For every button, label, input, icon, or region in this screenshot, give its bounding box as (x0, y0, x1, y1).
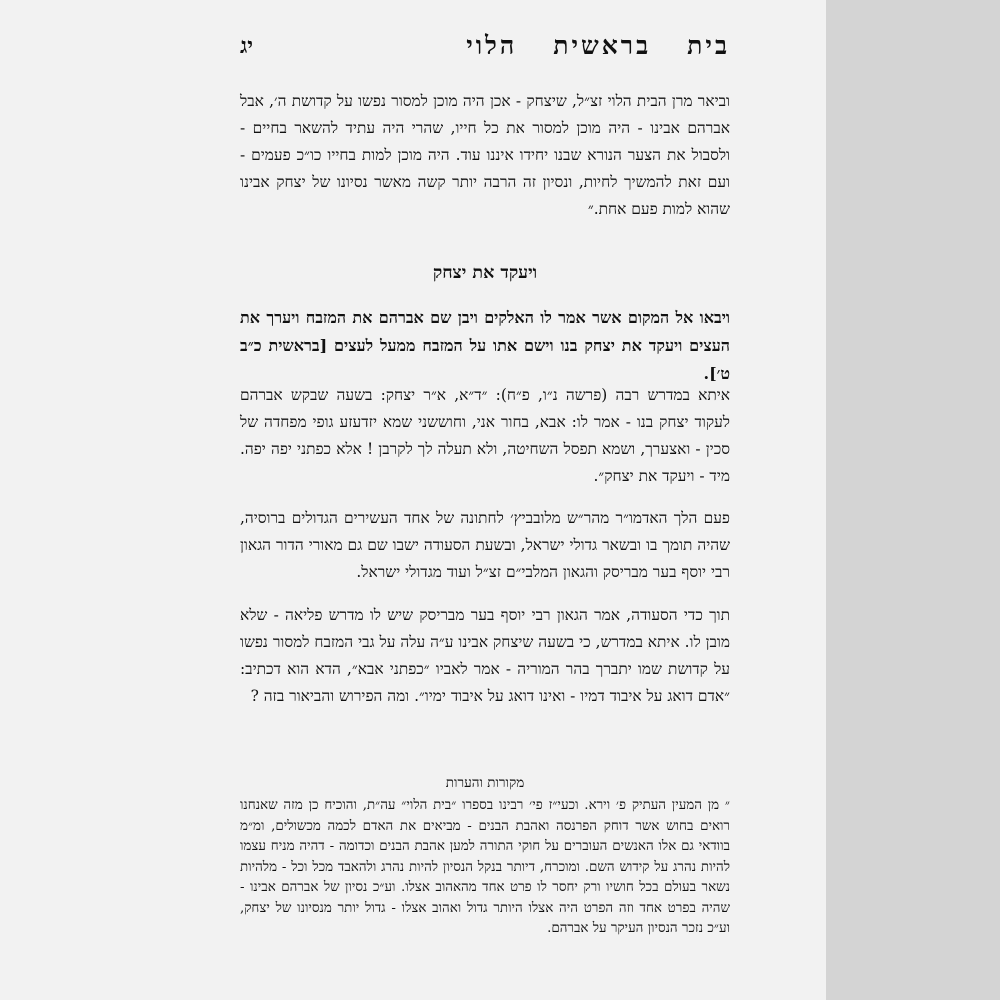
notes-title: מקורות והערות (445, 775, 525, 791)
paragraph-midrash: איתא במדרש רבה (פרשה נ״ו, פ״ח): ״ד״א, א״ר יצחק: בשעה שבקש אברהם לעקוד יצחק בנו - אמר לו: אבא, בחור אני, וחוששני שמא יזדעזע גופי מפחדה של סכין - ואצערך, ושמא תפסל השחיטה, ולא תעלה לך לקרבן ! אלא כפתני יפה יפה. מיד - ויעקד את יצחק״. (240, 386, 730, 485)
page-margin-edge (826, 0, 1000, 1000)
verse-quote: ויבאו אל המקום אשר אמר לו האלקים ויבן שם אברהם את המזבח ויערך את העצים ויעקד את יצחק בנו וישם אתו על המזבח ממעל לעצים [בראשית כ״ב ט׳]. (240, 308, 730, 383)
running-header (240, 26, 730, 66)
paragraph-story: פעם הלך האדמו״ר מהר״ש מלובביץ׳ לחתונה של אחד העשירים הגדולים ברוסיה, שהיה תומך בו ובשאר גדולי ישראל, ובשעת הסעודה ישבו שם גם מאורי הדור הגאון רבי יוסף בער מבריסק והגאון המלבי״ם זצ״ל ועוד מגדולי ישראל. (240, 509, 730, 581)
title-word: בית (687, 31, 730, 60)
page-number: יג (240, 33, 254, 59)
running-title (466, 31, 730, 61)
paragraph-question: תוך כדי הסעודה, אמר הגאון רבי יוסף בער מבריסק שיש לו מדרש פליאה - שלא מובן לו. איתא במדרש, כי בשעה שיצחק אבינו ע״ה עלה על גבי המזבח למסור נפשו על קדושת שמו יתברך בהר המוריה - אמר לאביו ״כפתני אבא״, הדא הוא דכתיב: ״אדם דואג על איבוד דמיו - ואינו דואג על איבוד ימיו״. ומה הפירוש והביאור בזה ? (240, 606, 730, 705)
section-heading: ויעקד את יצחק (432, 263, 538, 283)
footnote-text: ״ מן המעין העתיק פ׳ וירא. וכעי״ז פי׳ רבינו בספרו ״בית הלוי״ עה״ת, והוכיח כן מזה שאנחנו רואים בחוש אשר דוחק הפרנסה ואהבת הבנים - מביאים את האדם לכמה מכשולים, ומ״מ בוודאי גם אלו האנשים העוברים על חוקי התורה למען אהבת הבנים וכדומה - דהיה מניח עצמו להיות נהרג על קידוש השם. ומוכרח, דיותר בנקל הנסיון להיות נהרג ולהאבד מכל וכל - מלהיות נשאר בעולם בכל חושיו ורק יחסר לו פרט אחד מהאהוב אצלו. וע״כ נסיון של אברהם אבינו - שהיה בפרט אחד וזה הפרט היה אצלו היותר גדול ואהוב אצלו - גדול יותר מנסיונו של יצחק, וע״כ נזכר הנסיון העיקר על אברהם. (240, 798, 730, 936)
paragraph-explanation: וביאר מרן הבית הלוי זצ״ל, שיצחק - אכן היה מוכן למסור נפשו על קדושת ה׳, אבל אברהם אבינו - היה מוכן למסור את כל חייו, שהרי היה עתיד להשאר בחיים - ולסבול את הצער הנורא שבנו יחידו איננו עוד. היה מוכן למות בחייו כו״כ פעמים - ועם זאת להמשיך לחיות, ונסיון זה הרבה יותר קשה מאשר נסיונו של יצחק אבינו שהוא למות פעם אחת.״ (240, 92, 730, 218)
title-word: הלוי (466, 31, 518, 60)
title-word: בראשית (553, 31, 652, 60)
